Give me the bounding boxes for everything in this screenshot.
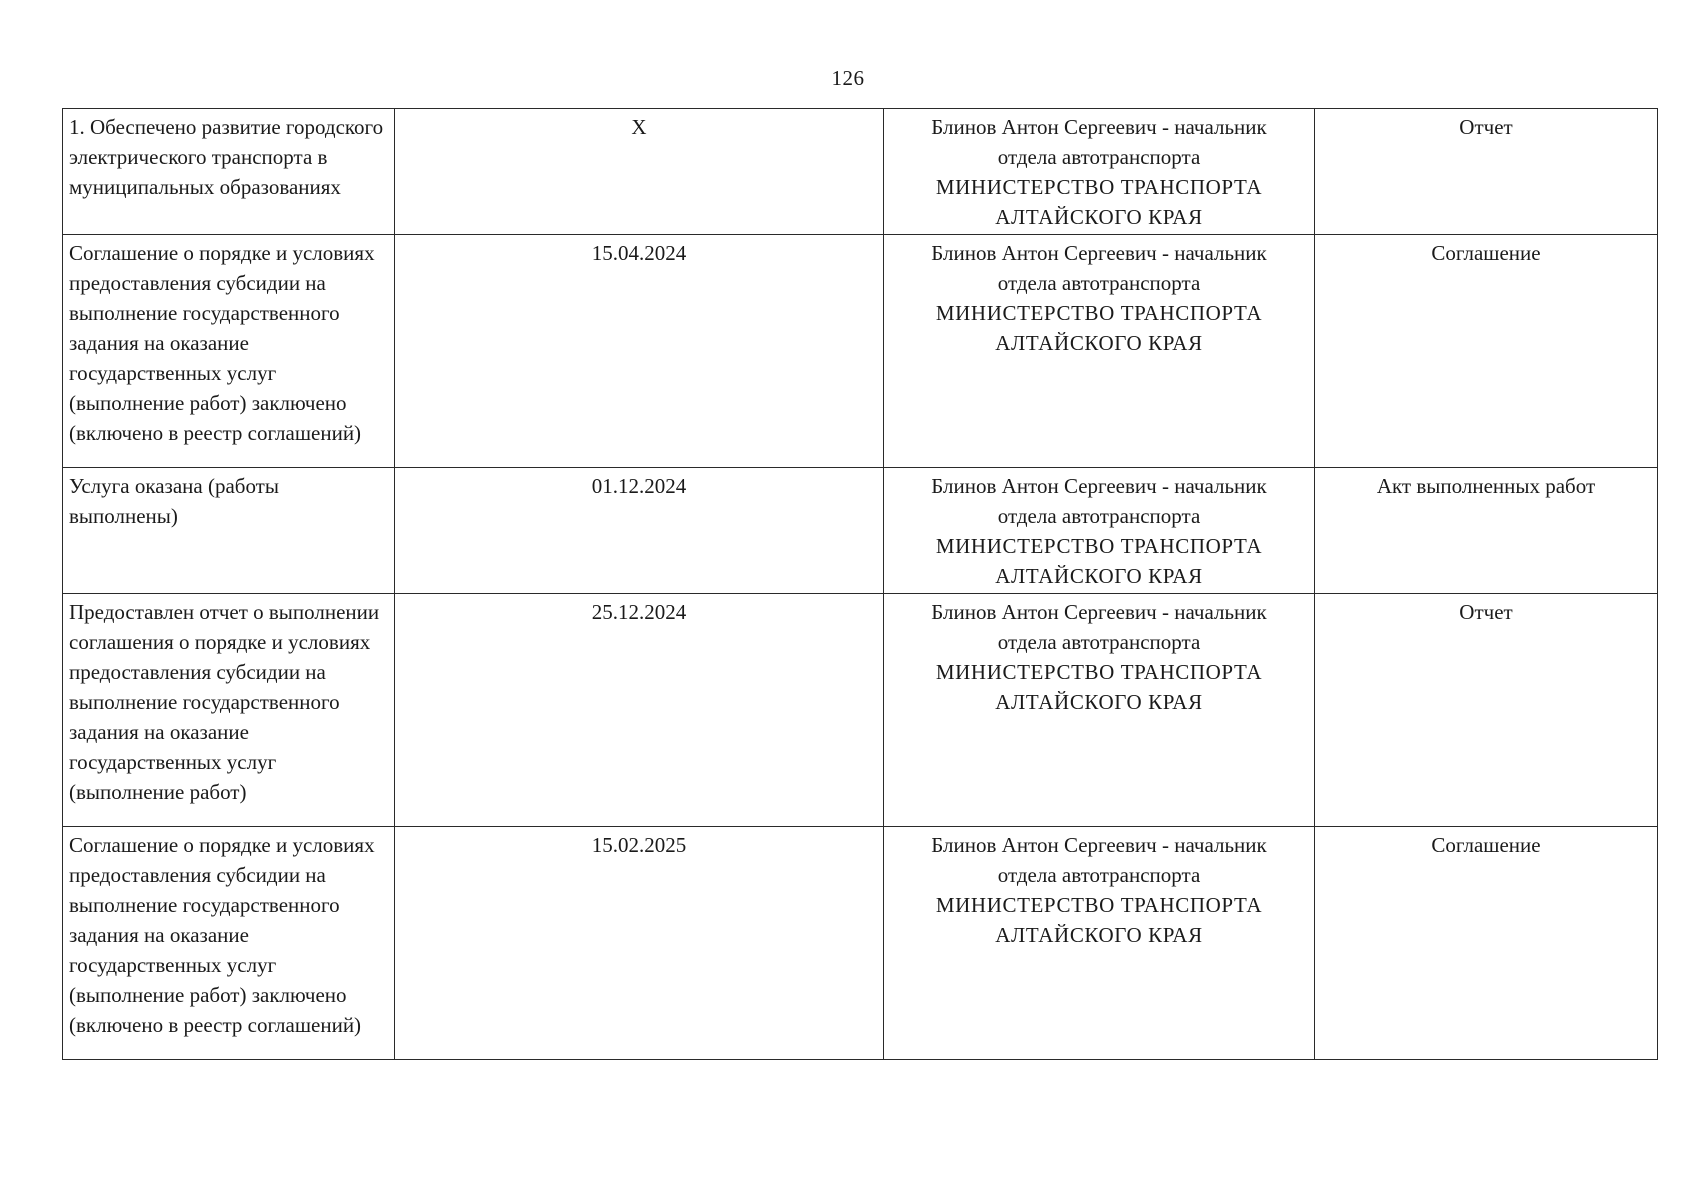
table-row — [63, 235, 1658, 468]
document-type-cell: Соглашение — [1315, 235, 1658, 468]
date-cell: 25.12.2024 — [395, 594, 884, 827]
responsible-organization-region: АЛТАЙСКОГО КРАЯ — [995, 690, 1203, 714]
date-cell: 15.02.2025 — [395, 827, 884, 1060]
responsible-organization: МИНИСТЕРСТВО ТРАНСПОРТА — [935, 534, 1263, 558]
responsible-person: Блинов Антон Сергеевич - начальник — [931, 474, 1267, 498]
responsible-cell — [884, 827, 1315, 1060]
table-row — [63, 827, 1658, 1060]
document-type-cell: Акт выполненных работ — [1315, 468, 1658, 594]
result-cell: 1. Обеспечено развитие городского электрического транспорта в муниципальных образованиях — [63, 109, 395, 235]
plan-table — [62, 108, 1658, 1060]
responsible-organization-region: АЛТАЙСКОГО КРАЯ — [995, 923, 1203, 947]
result-cell: Услуга оказана (работы выполнены) — [63, 468, 395, 594]
page-number: 126 — [831, 66, 865, 90]
date-cell: 15.04.2024 — [395, 235, 884, 468]
responsible-person: Блинов Антон Сергеевич - начальник — [931, 241, 1267, 265]
table-row — [63, 109, 1658, 235]
responsible-department: отдела автотранспорта — [997, 504, 1201, 528]
document-type-cell: Соглашение — [1315, 827, 1658, 1060]
result-cell: Соглашение о порядке и условиях предоставления субсидии на выполнение государственного задания на оказание государственных услуг (выполнение работ) заключено (включено в реестр соглашений) — [63, 235, 395, 468]
date-cell: 01.12.2024 — [395, 468, 884, 594]
responsible-person: Блинов Антон Сергеевич - начальник — [931, 833, 1267, 857]
document-type-cell: Отчет — [1315, 594, 1658, 827]
responsible-organization-region: АЛТАЙСКОГО КРАЯ — [995, 205, 1203, 229]
responsible-department: отдела автотранспорта — [997, 630, 1201, 654]
table-row — [63, 468, 1658, 594]
responsible-department: отдела автотранспорта — [997, 863, 1201, 887]
responsible-cell — [884, 235, 1315, 468]
responsible-person: Блинов Антон Сергеевич - начальник — [931, 115, 1267, 139]
responsible-cell — [884, 468, 1315, 594]
table-row — [63, 594, 1658, 827]
responsible-department: отдела автотранспорта — [997, 271, 1201, 295]
responsible-organization-region: АЛТАЙСКОГО КРАЯ — [995, 564, 1203, 588]
responsible-organization: МИНИСТЕРСТВО ТРАНСПОРТА — [935, 175, 1263, 199]
responsible-organization: МИНИСТЕРСТВО ТРАНСПОРТА — [935, 660, 1263, 684]
result-cell: Соглашение о порядке и условиях предоставления субсидии на выполнение государственного задания на оказание государственных услуг (выполнение работ) заключено (включено в реестр соглашений) — [63, 827, 395, 1060]
responsible-department: отдела автотранспорта — [997, 145, 1201, 169]
document-type-cell: Отчет — [1315, 109, 1658, 235]
responsible-organization: МИНИСТЕРСТВО ТРАНСПОРТА — [935, 301, 1263, 325]
date-cell: X — [395, 109, 884, 235]
result-cell: Предоставлен отчет о выполнении соглашения о порядке и условиях предоставления субсидии на выполнение государственного задания на оказание государственных услуг (выполнение работ) — [63, 594, 395, 827]
responsible-organization-region: АЛТАЙСКОГО КРАЯ — [995, 331, 1203, 355]
responsible-cell — [884, 594, 1315, 827]
responsible-cell — [884, 109, 1315, 235]
responsible-organization: МИНИСТЕРСТВО ТРАНСПОРТА — [935, 893, 1263, 917]
responsible-person: Блинов Антон Сергеевич - начальник — [931, 600, 1267, 624]
